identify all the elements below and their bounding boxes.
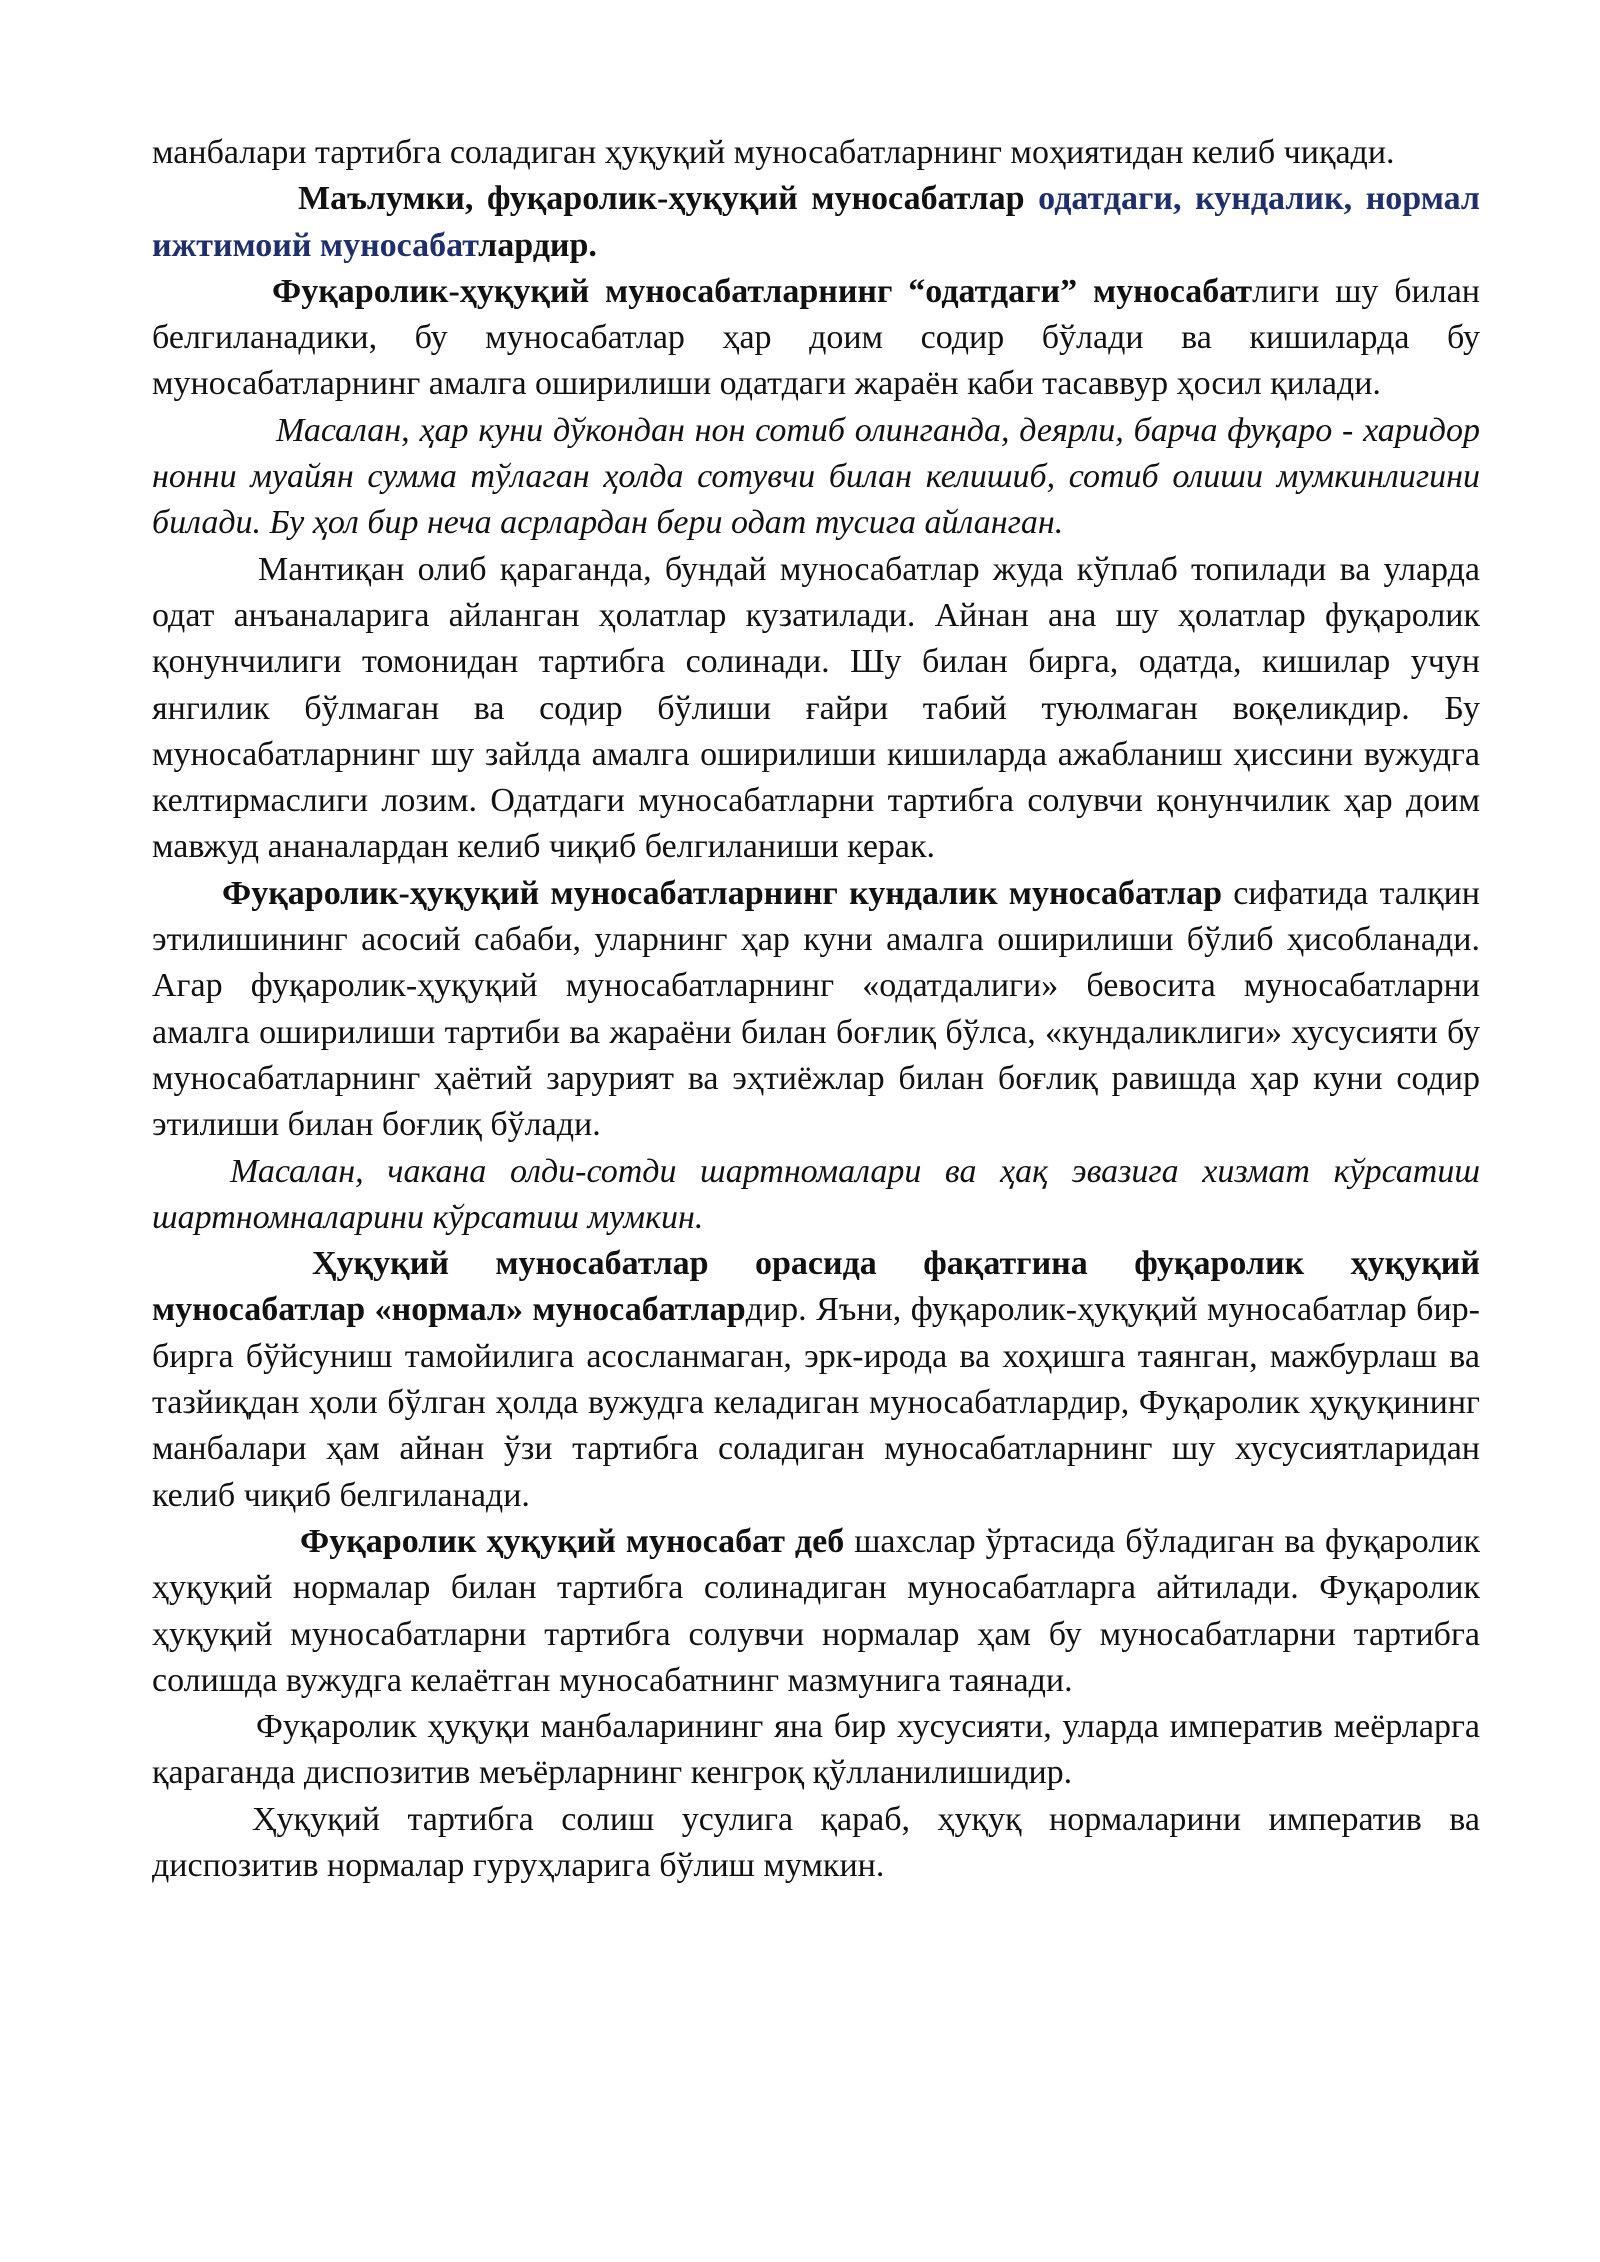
paragraph-6 — [152, 871, 1480, 1149]
document-page — [152, 130, 1480, 1889]
paragraph-3-bold: Фуқаролик-ҳуқуқий муносабатларнинг “одатдаги” муносабат — [272, 272, 1253, 310]
paragraph-8-bold: Ҳуқуқий муносабатлар орасида фақатгина фуқаролик ҳуқуқий муносабатлар «нормал» муносабатлар — [152, 1245, 1480, 1329]
paragraph-2-accent-phrase: одатдаги, кундалик, нормал ижтимоий муносабат — [152, 180, 1480, 264]
paragraph-2-bold-lead: Маълумки, фуқаролик-ҳуқуқий муносабатлар — [298, 180, 1039, 218]
paragraph-9-text: шахслар ўртасида бўладиган ва фуқаролик ҳуқуқий нормалар билан тартибга солинадиган муносабатларга айтилади. Фуқаролик ҳуқуқий муносабатларни тартибга солувчи нормалар ҳам бу муносабатларни тартибга солишда вужудга келаётган муносабатнинг мазмунига таянади. — [152, 1522, 1481, 1699]
paragraph-7-italic: Масалан, чакана олди-сотди шартномалари ва ҳақ эвазига хизмат кўрсатиш шартномналарини кўрсатиш мумкин. — [152, 1152, 1480, 1236]
paragraph-9-bold: Фуқаролик ҳуқуқий муносабат деб — [300, 1522, 845, 1560]
paragraph-3-text: лиги шу билан белгиланадики, бу муносабатлар ҳар доим содир бўлади ва кишиларда бу муносабатларнинг амалга оширилиши одатдаги жараён каби тасаввур ҳосил қилади. — [152, 272, 1480, 403]
paragraph-4-italic: Масалан, ҳар куни дўкондан нон сотиб олинганда, деярли, барча фуқаро - харидор нонни муайян сумма тўлаган ҳолда сотувчи билан келишиб, сотиб олиши мумкинлигини билади. Бу ҳол бир неча асрлардан бери одат тусига айланган. — [152, 411, 1480, 542]
paragraph-2 — [152, 176, 1480, 269]
paragraph-11: Ҳуқуқий тартибга солиш усулига қараб, ҳуқуқ нормаларини императив ва диспозитив нормалар гуруҳларига бўлиш мумкин. — [152, 1800, 1480, 1884]
paragraph-10: Фуқаролик ҳуқуқи манбаларининг яна бир хусусияти, уларда императив меёрларга қараганда диспозитив меъёрларнинг кенгроқ қўлланилишидир. — [152, 1708, 1480, 1792]
paragraph-3 — [152, 269, 1480, 408]
paragraph-8 — [152, 1241, 1480, 1519]
paragraph-4-example — [152, 408, 1480, 547]
paragraph-8-text: дир. Яъни, фуқаролик-ҳуқуқий муносабатлар бир-бирга бўйсуниш тамойилига асосланмаган, эрк-ирода ва хоҳишга таянган, мажбурлаш ва тазйиқдан ҳоли бўлган ҳолда вужудга келадиган муносабатлардир, Фуқаролик ҳуқуқининг манбалари ҳам айнан ўзи тартибга соладиган муносабатларнинг шу хусусиятларидан келиб чиқиб белгиланади. — [152, 1291, 1480, 1514]
paragraph-6-bold: Фуқаролик-ҳуқуқий муносабатларнинг кундалик муносабатлар — [222, 874, 1222, 912]
paragraph-6-text: сифатида талқин этилишининг асосий сабаби, уларнинг ҳар куни амалга оширилиши бўлиб ҳисобланади. Агар фуқаролик-ҳуқуқий муносабатларнинг «одатдалиги» бевосита муносабатларни амалга оширилиши тартиби ва жараёни билан боғлиқ бўлса, «кундаликлиги» хусусияти бу муносабатларнинг ҳаётий зарурият ва эҳтиёжлар билан боғлиқ равишда ҳар куни содир этилиши билан боғлиқ бўлади. — [152, 874, 1480, 1144]
paragraph-7-example — [152, 1149, 1480, 1242]
paragraph-2-bold-tail: лардир. — [478, 226, 597, 264]
paragraph-9 — [152, 1519, 1480, 1704]
paragraph-5: Мантиқан олиб қараганда, бундай муносабатлар жуда кўплаб топилади ва уларда одат анъаналарига айланган ҳолатлар кузатилади. Айнан ана шу ҳолатлар фуқаролик қонунчилиги томонидан тартибга солинади. Шу билан бирга, одатда, кишилар учун янгилик бўлмаган ва содир бўлиши ғайри табий туюлмаган воқеликдир. Бу муносабатларнинг шу зайлда амалга оширилиши кишиларда ажабланиш ҳиссини вужудга келтирмаслиги лозим. Одатдаги муносабатларни тартибга солувчи қонунчилик ҳар доим мавжуд ананалардан келиб чиқиб белгиланиши керак. — [152, 550, 1480, 866]
paragraph-1: манбалари тартибга соладиган ҳуқуқий муносабатларнинг моҳиятидан келиб чиқади. — [152, 134, 1395, 171]
